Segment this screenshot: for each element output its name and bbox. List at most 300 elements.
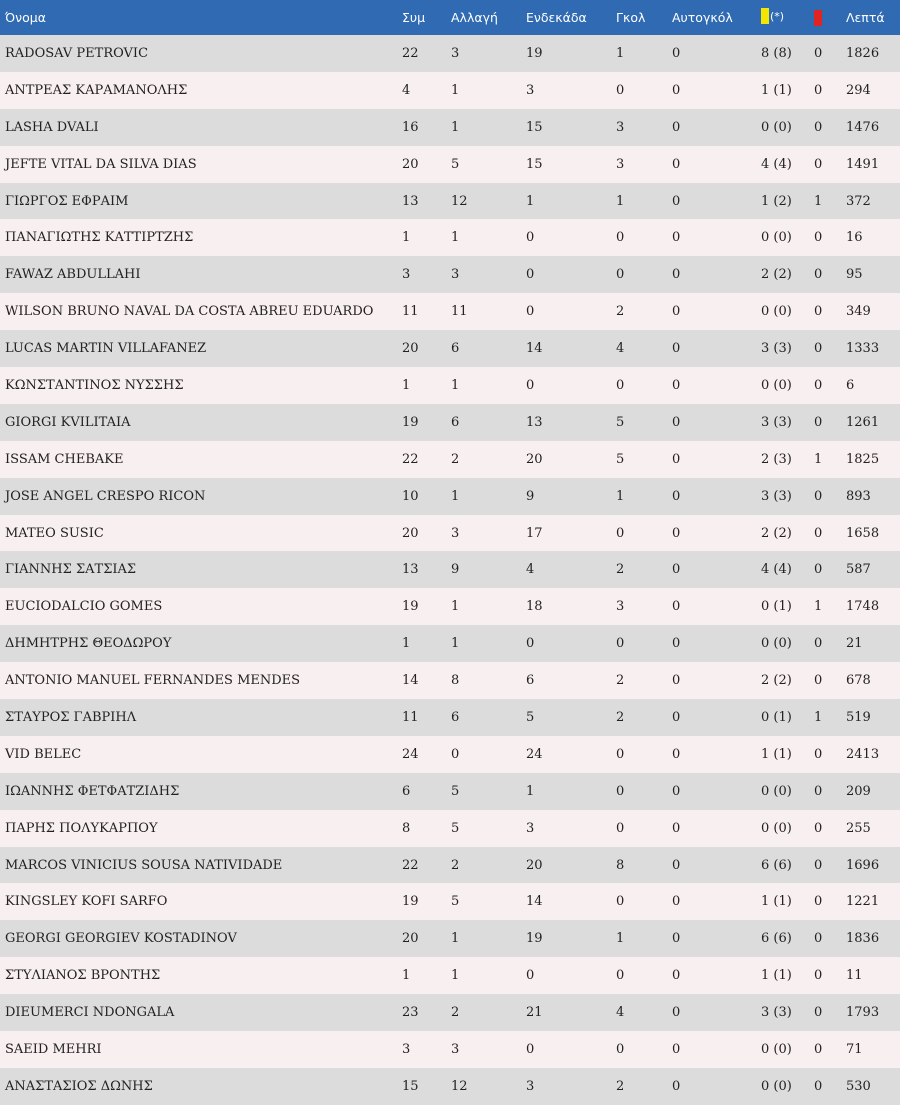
substitute-appearances-cell: 3	[451, 525, 460, 541]
substitute-appearances-cell: 1	[451, 968, 460, 984]
header-starts[interactable]: Ενδεκάδα	[526, 10, 587, 25]
substitute-appearances-cell: 3	[451, 267, 460, 283]
own-goals-cell: 0	[672, 931, 681, 947]
goals-cell: 0	[616, 1041, 625, 1057]
starting-appearances-cell: 15	[526, 119, 543, 135]
table-row[interactable]	[0, 109, 900, 146]
player-name-cell[interactable]: ΙΩΑΝΝΗΣ ΦΕΤΦΑΤΖΙΔΗΣ	[5, 783, 180, 799]
own-goals-cell: 0	[672, 414, 681, 430]
red-cards-cell: 0	[814, 1078, 823, 1094]
table-row[interactable]	[0, 551, 900, 588]
red-cards-cell: 0	[814, 1005, 823, 1021]
minutes-played-cell: 95	[846, 267, 863, 283]
own-goals-cell: 0	[672, 377, 681, 393]
appearances-cell: 20	[402, 931, 419, 947]
yellow-cards-cell: 2 (3)	[761, 451, 792, 467]
player-name-cell[interactable]: KINGSLEY KOFI SARFO	[5, 894, 168, 910]
goals-cell: 0	[616, 82, 625, 98]
appearances-cell: 3	[402, 267, 411, 283]
minutes-played-cell: 349	[846, 304, 871, 320]
player-name-cell[interactable]: SAEID MEHRI	[5, 1041, 102, 1057]
goals-cell: 1	[616, 193, 625, 209]
goals-cell: 0	[616, 636, 625, 652]
goals-cell: 2	[616, 673, 625, 689]
appearances-cell: 16	[402, 119, 419, 135]
own-goals-cell: 0	[672, 820, 681, 836]
yellow-cards-cell: 0 (0)	[761, 377, 792, 393]
minutes-played-cell: 1261	[846, 414, 880, 430]
table-row[interactable]	[0, 293, 900, 330]
starting-appearances-cell: 3	[526, 820, 535, 836]
red-cards-cell: 0	[814, 82, 823, 98]
player-name-cell[interactable]: MATEO SUSIC	[5, 525, 104, 541]
table-row[interactable]	[0, 1068, 900, 1105]
player-name-cell[interactable]: GEORGI GEORGIEV KOSTADINOV	[5, 931, 237, 947]
red-cards-cell: 1	[814, 599, 823, 615]
substitute-appearances-cell: 6	[451, 341, 460, 357]
own-goals-cell: 0	[672, 562, 681, 578]
starting-appearances-cell: 3	[526, 1078, 535, 1094]
appearances-cell: 11	[402, 304, 419, 320]
substitute-appearances-cell: 9	[451, 562, 460, 578]
table-row[interactable]	[0, 478, 900, 515]
minutes-played-cell: 519	[846, 709, 871, 725]
red-cards-cell: 1	[814, 193, 823, 209]
yellow-cards-cell: 4 (4)	[761, 156, 792, 172]
goals-cell: 3	[616, 156, 625, 172]
starting-appearances-cell: 13	[526, 414, 543, 430]
player-name-cell[interactable]: ANTONIO MANUEL FERNANDES MENDES	[5, 673, 301, 689]
starting-appearances-cell: 24	[526, 746, 543, 762]
substitute-appearances-cell: 5	[451, 783, 460, 799]
own-goals-cell: 0	[672, 894, 681, 910]
starting-appearances-cell: 17	[526, 525, 543, 541]
table-row[interactable]	[0, 146, 900, 183]
minutes-played-cell: 6	[846, 377, 855, 393]
goals-cell: 4	[616, 1005, 625, 1021]
table-row[interactable]	[0, 404, 900, 441]
appearances-cell: 6	[402, 783, 411, 799]
player-name-cell[interactable]: ΓΙΩΡΓΟΣ ΕΦΡΑΙΜ	[5, 193, 129, 209]
goals-cell: 4	[616, 341, 625, 357]
yellow-cards-cell: 0 (0)	[761, 119, 792, 135]
player-name-cell[interactable]: ΑΝΑΣΤΑΣΙΟΣ ΔΩΝΗΣ	[5, 1078, 153, 1094]
appearances-cell: 19	[402, 599, 419, 615]
minutes-played-cell: 1696	[846, 857, 880, 873]
substitute-appearances-cell: 6	[451, 709, 460, 725]
yellow-card-icon	[761, 8, 769, 24]
goals-cell: 0	[616, 783, 625, 799]
player-name-cell[interactable]: JEFTE VITAL DA SILVA DIAS	[5, 156, 197, 172]
red-cards-cell: 0	[814, 636, 823, 652]
red-cards-cell: 0	[814, 562, 823, 578]
appearances-cell: 10	[402, 488, 419, 504]
own-goals-cell: 0	[672, 636, 681, 652]
minutes-played-cell: 2413	[846, 746, 880, 762]
table-body	[0, 35, 900, 1105]
starting-appearances-cell: 0	[526, 968, 535, 984]
starting-appearances-cell: 5	[526, 709, 535, 725]
substitute-appearances-cell: 0	[451, 746, 460, 762]
player-name-cell[interactable]: MARCOS VINICIUS SOUSA NATIVIDADE	[5, 857, 283, 873]
substitute-appearances-cell: 1	[451, 119, 460, 135]
starting-appearances-cell: 0	[526, 636, 535, 652]
red-cards-cell: 0	[814, 156, 823, 172]
table-row[interactable]	[0, 957, 900, 994]
yellow-cards-cell: 0 (0)	[761, 230, 792, 246]
appearances-cell: 4	[402, 82, 411, 98]
header-subs[interactable]: Αλλαγή	[451, 10, 498, 25]
goals-cell: 0	[616, 820, 625, 836]
starting-appearances-cell: 14	[526, 341, 543, 357]
minutes-played-cell: 1491	[846, 156, 880, 172]
yellow-cards-cell: 0 (0)	[761, 1078, 792, 1094]
red-cards-cell: 0	[814, 525, 823, 541]
player-name-cell[interactable]: ΓΙΑΝΝΗΣ ΣΑΤΣΙΑΣ	[5, 562, 137, 578]
yellow-cards-cell: 0 (1)	[761, 709, 792, 725]
yellow-cards-cell: 1 (1)	[761, 968, 792, 984]
own-goals-cell: 0	[672, 119, 681, 135]
red-cards-cell: 0	[814, 894, 823, 910]
minutes-played-cell: 294	[846, 82, 871, 98]
red-cards-cell: 0	[814, 931, 823, 947]
red-cards-cell: 0	[814, 820, 823, 836]
appearances-cell: 3	[402, 1041, 411, 1057]
starting-appearances-cell: 20	[526, 451, 543, 467]
substitute-appearances-cell: 11	[451, 304, 468, 320]
starting-appearances-cell: 20	[526, 857, 543, 873]
appearances-cell: 20	[402, 341, 419, 357]
own-goals-cell: 0	[672, 45, 681, 61]
appearances-cell: 11	[402, 709, 419, 725]
starting-appearances-cell: 1	[526, 783, 535, 799]
player-name-cell[interactable]: ΔΗΜΗΤΡΗΣ ΘΕΟΔΩΡΟΥ	[5, 636, 172, 652]
appearances-cell: 23	[402, 1005, 419, 1021]
goals-cell: 1	[616, 931, 625, 947]
substitute-appearances-cell: 1	[451, 636, 460, 652]
substitute-appearances-cell: 3	[451, 1041, 460, 1057]
red-cards-cell: 0	[814, 968, 823, 984]
appearances-cell: 13	[402, 562, 419, 578]
minutes-played-cell: 530	[846, 1078, 871, 1094]
header-yellow-cards[interactable]	[761, 0, 814, 35]
goals-cell: 8	[616, 857, 625, 873]
yellow-cards-cell: 0 (0)	[761, 783, 792, 799]
goals-cell: 2	[616, 709, 625, 725]
player-name-cell[interactable]: LASHA DVALI	[5, 119, 99, 135]
yellow-cards-cell: 3 (3)	[761, 341, 792, 357]
table-row[interactable]	[0, 35, 900, 72]
minutes-played-cell: 21	[846, 636, 863, 652]
yellow-cards-cell: 2 (2)	[761, 673, 792, 689]
player-name-cell[interactable]: ISSAM CHEBAKE	[5, 451, 124, 467]
appearances-cell: 8	[402, 820, 411, 836]
appearances-cell: 15	[402, 1078, 419, 1094]
appearances-cell: 1	[402, 230, 411, 246]
own-goals-cell: 0	[672, 857, 681, 873]
own-goals-cell: 0	[672, 599, 681, 615]
player-name-cell[interactable]: LUCAS MARTIN VILLAFANEZ	[5, 341, 207, 357]
player-name-cell[interactable]: WILSON BRUNO NAVAL DA COSTA ABREU EDUARDO	[5, 304, 374, 320]
minutes-played-cell: 678	[846, 673, 871, 689]
own-goals-cell: 0	[672, 1078, 681, 1094]
appearances-cell: 24	[402, 746, 419, 762]
appearances-cell: 14	[402, 673, 419, 689]
own-goals-cell: 0	[672, 783, 681, 799]
starting-appearances-cell: 3	[526, 82, 535, 98]
goals-cell: 1	[616, 488, 625, 504]
yellow-cards-cell: 0 (0)	[761, 820, 792, 836]
appearances-cell: 1	[402, 636, 411, 652]
table-row[interactable]	[0, 256, 900, 293]
red-cards-cell: 0	[814, 230, 823, 246]
goals-cell: 5	[616, 451, 625, 467]
starting-appearances-cell: 15	[526, 156, 543, 172]
substitute-appearances-cell: 2	[451, 1005, 460, 1021]
goals-cell: 3	[616, 119, 625, 135]
player-name-cell[interactable]: DIEUMERCI NDONGALA	[5, 1005, 175, 1021]
yellow-cards-cell: 2 (2)	[761, 525, 792, 541]
minutes-played-cell: 209	[846, 783, 871, 799]
player-name-cell[interactable]: ΣΤΥΛΙΑΝΟΣ ΒΡΟΝΤΗΣ	[5, 968, 161, 984]
red-cards-cell: 0	[814, 488, 823, 504]
minutes-played-cell: 71	[846, 1041, 863, 1057]
header-own-goals[interactable]: Αυτογκόλ	[672, 10, 733, 25]
substitute-appearances-cell: 5	[451, 156, 460, 172]
own-goals-cell: 0	[672, 968, 681, 984]
starting-appearances-cell: 0	[526, 1041, 535, 1057]
header-red-cards[interactable]	[814, 0, 846, 35]
red-cards-cell: 0	[814, 119, 823, 135]
table-row[interactable]	[0, 219, 900, 256]
own-goals-cell: 0	[672, 709, 681, 725]
table-row[interactable]	[0, 994, 900, 1031]
substitute-appearances-cell: 1	[451, 488, 460, 504]
yellow-cards-cell: 4 (4)	[761, 562, 792, 578]
own-goals-cell: 0	[672, 230, 681, 246]
player-name-cell[interactable]: VID BELEC	[5, 746, 82, 762]
yellow-cards-cell: 1 (2)	[761, 193, 792, 209]
player-name-cell[interactable]: GIORGI KVILITAIA	[5, 414, 131, 430]
substitute-appearances-cell: 2	[451, 451, 460, 467]
goals-cell: 3	[616, 599, 625, 615]
minutes-played-cell: 1476	[846, 119, 880, 135]
minutes-played-cell: 255	[846, 820, 871, 836]
header-name[interactable]: Όνομα	[5, 10, 46, 25]
own-goals-cell: 0	[672, 488, 681, 504]
goals-cell: 0	[616, 894, 625, 910]
own-goals-cell: 0	[672, 673, 681, 689]
minutes-played-cell: 893	[846, 488, 871, 504]
red-cards-cell: 0	[814, 45, 823, 61]
appearances-cell: 13	[402, 193, 419, 209]
appearances-cell: 22	[402, 451, 419, 467]
starting-appearances-cell: 6	[526, 673, 535, 689]
player-name-cell[interactable]: ΠΑΡΗΣ ΠΟΛΥΚΑΡΠΟΥ	[5, 820, 158, 836]
goals-cell: 2	[616, 1078, 625, 1094]
substitute-appearances-cell: 6	[451, 414, 460, 430]
table-row[interactable]	[0, 883, 900, 920]
minutes-played-cell: 1748	[846, 599, 880, 615]
red-cards-cell: 0	[814, 304, 823, 320]
yellow-cards-cell: 0 (0)	[761, 304, 792, 320]
own-goals-cell: 0	[672, 82, 681, 98]
own-goals-cell: 0	[672, 1041, 681, 1057]
minutes-played-cell: 11	[846, 968, 863, 984]
yellow-cards-cell: 2 (2)	[761, 267, 792, 283]
minutes-played-cell: 1221	[846, 894, 880, 910]
table-row[interactable]	[0, 441, 900, 478]
table-row[interactable]	[0, 662, 900, 699]
minutes-played-cell: 1333	[846, 341, 880, 357]
yellow-cards-cell: 6 (6)	[761, 931, 792, 947]
appearances-cell: 22	[402, 45, 419, 61]
minutes-played-cell: 372	[846, 193, 871, 209]
minutes-played-cell: 1836	[846, 931, 880, 947]
starting-appearances-cell: 21	[526, 1005, 543, 1021]
goals-cell: 0	[616, 267, 625, 283]
starting-appearances-cell: 0	[526, 267, 535, 283]
player-name-cell[interactable]: ΣΤΑΥΡΟΣ ΓΑΒΡΙΗΛ	[5, 709, 137, 725]
goals-cell: 0	[616, 230, 625, 246]
red-cards-cell: 0	[814, 673, 823, 689]
goals-cell: 2	[616, 562, 625, 578]
table-row[interactable]	[0, 847, 900, 884]
red-cards-cell: 0	[814, 267, 823, 283]
player-name-cell[interactable]: FAWAZ ABDULLAHI	[5, 267, 141, 283]
substitute-appearances-cell: 5	[451, 820, 460, 836]
appearances-cell: 19	[402, 894, 419, 910]
yellow-cards-cell: 3 (3)	[761, 488, 792, 504]
starting-appearances-cell: 14	[526, 894, 543, 910]
appearances-cell: 22	[402, 857, 419, 873]
table-header-row	[0, 0, 900, 35]
minutes-played-cell: 16	[846, 230, 863, 246]
appearances-cell: 1	[402, 968, 411, 984]
goals-cell: 0	[616, 377, 625, 393]
red-cards-cell: 0	[814, 746, 823, 762]
table-row[interactable]	[0, 920, 900, 957]
yellow-cards-cell: 0 (0)	[761, 1041, 792, 1057]
substitute-appearances-cell: 2	[451, 857, 460, 873]
substitute-appearances-cell: 1	[451, 377, 460, 393]
table-row[interactable]	[0, 736, 900, 773]
player-name-cell[interactable]: ΠΑΝΑΓΙΩΤΗΣ ΚΑΤΤΙΡΤΖΗΣ	[5, 230, 194, 246]
goals-cell: 5	[616, 414, 625, 430]
table-row[interactable]	[0, 1031, 900, 1068]
red-cards-cell: 0	[814, 341, 823, 357]
red-cards-cell: 0	[814, 1041, 823, 1057]
starting-appearances-cell: 0	[526, 304, 535, 320]
minutes-played-cell: 1826	[846, 45, 880, 61]
minutes-played-cell: 1658	[846, 525, 880, 541]
goals-cell: 0	[616, 968, 625, 984]
header-minutes[interactable]: Λεπτά	[846, 10, 885, 25]
table-row[interactable]	[0, 72, 900, 109]
yellow-cards-cell: 1 (1)	[761, 746, 792, 762]
header-apps[interactable]: Συμ	[402, 10, 426, 25]
header-goals[interactable]: Γκολ	[616, 10, 646, 25]
own-goals-cell: 0	[672, 746, 681, 762]
own-goals-cell: 0	[672, 1005, 681, 1021]
player-name-cell[interactable]: JOSE ANGEL CRESPO RICON	[5, 488, 206, 504]
substitute-appearances-cell: 1	[451, 931, 460, 947]
yellow-cards-cell: 6 (6)	[761, 857, 792, 873]
red-cards-cell: 0	[814, 377, 823, 393]
player-name-cell[interactable]: ΑΝΤΡΕΑΣ ΚΑΡΑΜΑΝΟΛΗΣ	[5, 82, 188, 98]
substitute-appearances-cell: 1	[451, 599, 460, 615]
yellow-cards-cell: 8 (8)	[761, 45, 792, 61]
starting-appearances-cell: 18	[526, 599, 543, 615]
table-row[interactable]	[0, 625, 900, 662]
red-cards-cell: 0	[814, 857, 823, 873]
starting-appearances-cell: 0	[526, 377, 535, 393]
appearances-cell: 1	[402, 377, 411, 393]
player-name-cell[interactable]: EUCIODALCIO GOMES	[5, 599, 163, 615]
goals-cell: 0	[616, 525, 625, 541]
table-row[interactable]	[0, 699, 900, 736]
red-cards-cell: 1	[814, 451, 823, 467]
substitute-appearances-cell: 5	[451, 894, 460, 910]
yellow-cards-cell: 0 (0)	[761, 636, 792, 652]
header-yellow-suffix: (*)	[770, 9, 785, 23]
yellow-cards-cell: 1 (1)	[761, 82, 792, 98]
yellow-cards-cell: 3 (3)	[761, 414, 792, 430]
substitute-appearances-cell: 12	[451, 1078, 468, 1094]
table-row[interactable]	[0, 183, 900, 220]
starting-appearances-cell: 19	[526, 931, 543, 947]
own-goals-cell: 0	[672, 156, 681, 172]
appearances-cell: 20	[402, 525, 419, 541]
table-row[interactable]	[0, 330, 900, 367]
minutes-played-cell: 1825	[846, 451, 880, 467]
table-row[interactable]	[0, 367, 900, 404]
goals-cell: 1	[616, 45, 625, 61]
yellow-cards-cell: 0 (1)	[761, 599, 792, 615]
red-cards-cell: 1	[814, 709, 823, 725]
appearances-cell: 20	[402, 156, 419, 172]
substitute-appearances-cell: 12	[451, 193, 468, 209]
substitute-appearances-cell: 1	[451, 82, 460, 98]
red-card-icon	[814, 10, 822, 26]
table-row[interactable]	[0, 588, 900, 625]
starting-appearances-cell: 1	[526, 193, 535, 209]
starting-appearances-cell: 0	[526, 230, 535, 246]
starting-appearances-cell: 9	[526, 488, 535, 504]
yellow-cards-cell: 3 (3)	[761, 1005, 792, 1021]
red-cards-cell: 0	[814, 414, 823, 430]
own-goals-cell: 0	[672, 341, 681, 357]
own-goals-cell: 0	[672, 525, 681, 541]
yellow-cards-cell: 1 (1)	[761, 894, 792, 910]
red-cards-cell: 0	[814, 783, 823, 799]
own-goals-cell: 0	[672, 451, 681, 467]
starting-appearances-cell: 4	[526, 562, 535, 578]
appearances-cell: 19	[402, 414, 419, 430]
player-name-cell[interactable]: RADOSAV PETROVIC	[5, 45, 149, 61]
substitute-appearances-cell: 1	[451, 230, 460, 246]
player-name-cell[interactable]: ΚΩΝΣΤΑΝΤΙΝΟΣ ΝΥΣΣΗΣ	[5, 377, 184, 393]
table-row[interactable]	[0, 515, 900, 552]
own-goals-cell: 0	[672, 304, 681, 320]
substitute-appearances-cell: 8	[451, 673, 460, 689]
own-goals-cell: 0	[672, 193, 681, 209]
table-row[interactable]	[0, 810, 900, 847]
goals-cell: 2	[616, 304, 625, 320]
table-row[interactable]	[0, 773, 900, 810]
starting-appearances-cell: 19	[526, 45, 543, 61]
goals-cell: 0	[616, 746, 625, 762]
